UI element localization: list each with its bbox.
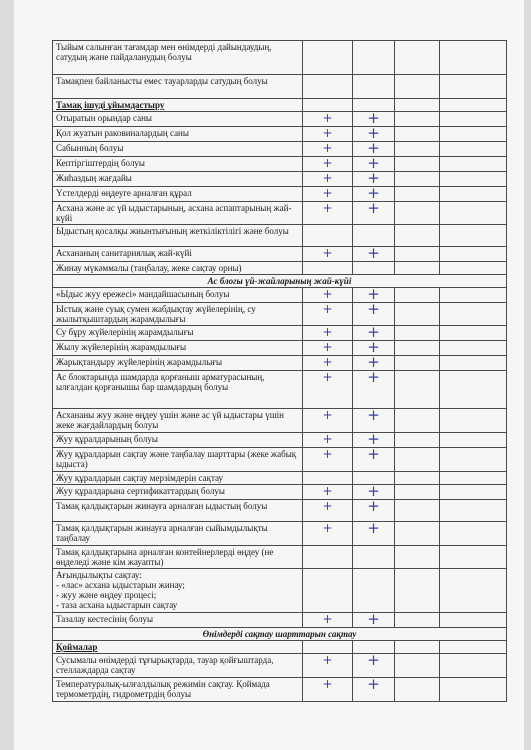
handwritten-plus-mark: + <box>367 408 380 424</box>
handwritten-plus-mark: + <box>367 355 380 371</box>
mark-cell <box>303 41 353 75</box>
mark-cell <box>395 41 440 75</box>
mark-cell <box>395 546 440 569</box>
section-title: Өнімдерді сақтау шарттарын сақтау <box>53 628 507 641</box>
subsection-header-row <box>53 641 507 654</box>
subsection-title: Тамақ ішуді ұйымдастыру <box>53 99 303 112</box>
handwritten-plus-mark: + <box>367 186 380 202</box>
criterion-label: Үстелдерді өңдеуге арналған құрал <box>53 187 303 202</box>
criterion-label: Тазалау кестесінің болуы <box>53 613 303 628</box>
mark-cell <box>440 247 507 262</box>
checklist-row <box>53 112 507 127</box>
criterion-label: Ыстық және суық сумен жабдықтау жүйелерінің, су жылытқыштардың жарамдылығы <box>53 303 303 326</box>
mark-cell <box>395 75 440 99</box>
mark-cell <box>395 187 440 202</box>
handwritten-plus-mark: + <box>322 370 333 384</box>
handwritten-plus-mark: + <box>367 432 380 448</box>
checklist-row <box>53 172 507 187</box>
handwritten-plus-mark: + <box>322 186 333 200</box>
mark-cell <box>353 485 395 500</box>
criterion-label: Асхананы жуу және өңдеу үшін және ас үй ыдыстары үшін жеке жағдайлардың болуы <box>53 409 303 433</box>
mark-cell <box>353 569 395 613</box>
checklist-row <box>53 569 507 613</box>
mark-cell <box>303 546 353 569</box>
mark-cell <box>353 409 395 433</box>
mark-cell <box>353 225 395 247</box>
mark-cell <box>395 112 440 127</box>
handwritten-plus-mark: + <box>322 302 333 316</box>
section-title: Ас блогы үй-жайларының жай-күйі <box>53 275 507 288</box>
mark-cell <box>440 654 507 678</box>
mark-cell <box>440 202 507 225</box>
handwritten-plus-mark: + <box>322 126 333 140</box>
handwritten-plus-mark: + <box>367 325 380 341</box>
criterion-label: Жуу құралдарын сақтау мерзімдерін сақтау <box>53 472 303 485</box>
mark-cell <box>353 371 395 409</box>
checklist-row <box>53 500 507 522</box>
checklist-row <box>53 448 507 472</box>
mark-cell <box>395 433 440 448</box>
mark-cell <box>440 157 507 172</box>
checklist-row <box>53 522 507 546</box>
mark-cell <box>395 202 440 225</box>
mark-cell <box>395 613 440 628</box>
mark-cell <box>395 326 440 341</box>
mark-cell <box>440 500 507 522</box>
mark-cell <box>303 371 353 409</box>
mark-cell <box>303 678 353 702</box>
mark-cell <box>303 485 353 500</box>
mark-cell <box>440 127 507 142</box>
criterion-label: Тамақ қалдықтарына арналған контейнерлерді өңдеу (не өңделеді және кім жауапты) <box>53 546 303 569</box>
mark-cell <box>303 157 353 172</box>
mark-cell <box>395 127 440 142</box>
mark-cell <box>440 326 507 341</box>
mark-cell <box>440 371 507 409</box>
document-page <box>14 0 524 750</box>
mark-cell <box>303 75 353 99</box>
mark-cell <box>303 99 353 112</box>
mark-cell <box>353 654 395 678</box>
mark-cell <box>395 485 440 500</box>
mark-cell <box>303 142 353 157</box>
criterion-label: Кептіргіштердің болуы <box>53 157 303 172</box>
mark-cell <box>353 112 395 127</box>
mark-cell <box>395 247 440 262</box>
mark-cell <box>353 75 395 99</box>
mark-cell <box>440 641 507 654</box>
mark-cell <box>353 187 395 202</box>
mark-cell <box>395 472 440 485</box>
mark-cell <box>303 172 353 187</box>
mark-cell <box>440 41 507 75</box>
handwritten-plus-mark: + <box>322 287 333 301</box>
handwritten-plus-mark: + <box>367 302 380 318</box>
checklist-row <box>53 41 507 75</box>
handwritten-plus-mark: + <box>322 612 333 626</box>
checklist-row <box>53 546 507 569</box>
mark-cell <box>440 569 507 613</box>
mark-cell <box>395 500 440 522</box>
mark-cell <box>303 409 353 433</box>
mark-cell <box>303 112 353 127</box>
handwritten-plus-mark: + <box>367 287 380 303</box>
mark-cell <box>395 172 440 187</box>
mark-cell <box>353 448 395 472</box>
handwritten-plus-mark: + <box>367 612 380 628</box>
criterion-label: Жиһаздың жағдайы <box>53 172 303 187</box>
mark-cell <box>395 678 440 702</box>
mark-cell <box>440 613 507 628</box>
mark-cell <box>440 341 507 356</box>
handwritten-plus-mark: + <box>322 141 333 155</box>
handwritten-plus-mark: + <box>322 156 333 170</box>
mark-cell <box>395 654 440 678</box>
checklist-row <box>53 654 507 678</box>
handwritten-plus-mark: + <box>322 355 333 369</box>
mark-cell <box>353 356 395 371</box>
criterion-label: Жинау мүкәммалы (таңбалау, жеке сақтау орны) <box>53 262 303 275</box>
mark-cell <box>303 356 353 371</box>
handwritten-plus-mark: + <box>367 653 380 669</box>
handwritten-plus-mark: + <box>367 370 380 386</box>
mark-cell <box>440 472 507 485</box>
mark-cell <box>440 448 507 472</box>
handwritten-plus-mark: + <box>322 340 333 354</box>
handwritten-plus-mark: + <box>322 653 333 667</box>
mark-cell <box>395 641 440 654</box>
checklist-row <box>53 433 507 448</box>
checklist-row <box>53 187 507 202</box>
handwritten-plus-mark: + <box>322 677 333 691</box>
handwritten-plus-mark: + <box>322 325 333 339</box>
mark-cell <box>440 99 507 112</box>
handwritten-plus-mark: + <box>322 111 333 125</box>
checklist-row <box>53 142 507 157</box>
mark-cell <box>395 569 440 613</box>
criterion-label: Қол жуатын раковиналардың саны <box>53 127 303 142</box>
mark-cell <box>353 341 395 356</box>
handwritten-plus-mark: + <box>367 484 380 500</box>
checklist-row <box>53 247 507 262</box>
mark-cell <box>440 678 507 702</box>
mark-cell <box>303 654 353 678</box>
mark-cell <box>303 569 353 613</box>
handwritten-plus-mark: + <box>322 432 333 446</box>
mark-cell <box>303 613 353 628</box>
mark-cell <box>303 341 353 356</box>
handwritten-plus-mark: + <box>367 171 380 187</box>
checklist-row <box>53 262 507 275</box>
handwritten-plus-mark: + <box>367 111 380 127</box>
handwritten-plus-mark: + <box>322 499 333 513</box>
checklist-row <box>53 288 507 303</box>
section-header-row <box>53 275 507 288</box>
mark-cell <box>353 433 395 448</box>
subsection-title: Қоймалар <box>53 641 303 654</box>
mark-cell <box>440 75 507 99</box>
mark-cell <box>440 546 507 569</box>
handwritten-plus-mark: + <box>367 447 380 463</box>
checklist-row <box>53 157 507 172</box>
mark-cell <box>303 448 353 472</box>
mark-cell <box>353 613 395 628</box>
mark-cell <box>395 341 440 356</box>
criterion-label: Су бұру жүйелерінің жарамдылығы <box>53 326 303 341</box>
handwritten-plus-mark: + <box>367 201 380 217</box>
criterion-label: Жуу құралдарын сақтау және таңбалау шарттары (жеке жабық ыдыста) <box>53 448 303 472</box>
mark-cell <box>440 172 507 187</box>
mark-cell <box>395 157 440 172</box>
checklist-row <box>53 371 507 409</box>
mark-cell <box>353 678 395 702</box>
checklist-row <box>53 356 507 371</box>
mark-cell <box>353 202 395 225</box>
mark-cell <box>353 99 395 112</box>
checklist-row <box>53 409 507 433</box>
mark-cell <box>303 225 353 247</box>
handwritten-plus-mark: + <box>367 340 380 356</box>
handwritten-plus-mark: + <box>367 156 380 172</box>
checklist-row <box>53 225 507 247</box>
mark-cell <box>353 288 395 303</box>
mark-cell <box>395 448 440 472</box>
mark-cell <box>440 142 507 157</box>
criterion-label: Асхана және ас үй ыдыстарының, асхана аспаптарының жай-күйі <box>53 202 303 225</box>
mark-cell <box>395 409 440 433</box>
mark-cell <box>440 303 507 326</box>
mark-cell <box>440 522 507 546</box>
criterion-label: Асхананың санитариялық жай-күйі <box>53 247 303 262</box>
checklist-row <box>53 75 507 99</box>
checklist-row <box>53 341 507 356</box>
mark-cell <box>440 288 507 303</box>
criterion-label: Сабынның болуы <box>53 142 303 157</box>
criterion-label: Тыйым салынған тағамдар мен өнімдерді дайындаудың, сатудың және пайдаланудың болуы <box>53 41 303 75</box>
checklist-row <box>53 202 507 225</box>
section-header-row <box>53 628 507 641</box>
mark-cell <box>303 247 353 262</box>
mark-cell <box>353 172 395 187</box>
mark-cell <box>303 472 353 485</box>
mark-cell <box>440 356 507 371</box>
mark-cell <box>395 262 440 275</box>
mark-cell <box>395 371 440 409</box>
mark-cell <box>303 522 353 546</box>
criterion-label: Жылу жүйелерінің жарамдылығы <box>53 341 303 356</box>
criterion-label: Отыратын орындар саны <box>53 112 303 127</box>
mark-cell <box>395 142 440 157</box>
mark-cell <box>303 433 353 448</box>
mark-cell <box>395 99 440 112</box>
mark-cell <box>303 500 353 522</box>
handwritten-plus-mark: + <box>322 484 333 498</box>
handwritten-plus-mark: + <box>367 521 380 537</box>
mark-cell <box>303 288 353 303</box>
checklist-row <box>53 613 507 628</box>
checklist-row <box>53 303 507 326</box>
mark-cell <box>440 433 507 448</box>
checklist-row <box>53 127 507 142</box>
criterion-label: Сусымалы өнімдерді тұғырықтарда, тауар қойғыштарда, стеллаждарда сақтау <box>53 654 303 678</box>
mark-cell <box>353 303 395 326</box>
mark-cell <box>395 303 440 326</box>
criterion-label: Жарықтандыру жүйелерінің жарамдылығы <box>53 356 303 371</box>
handwritten-plus-mark: + <box>322 246 333 260</box>
handwritten-plus-mark: + <box>367 677 380 693</box>
mark-cell <box>440 485 507 500</box>
mark-cell <box>395 356 440 371</box>
mark-cell <box>353 326 395 341</box>
criterion-label: Тамақпен байланысты емес тауарларды сатудың болуы <box>53 75 303 99</box>
mark-cell <box>303 641 353 654</box>
handwritten-plus-mark: + <box>322 521 333 535</box>
checklist-row <box>53 326 507 341</box>
mark-cell <box>353 262 395 275</box>
mark-cell <box>353 472 395 485</box>
criterion-label: Жуу құралдарының болуы <box>53 433 303 448</box>
handwritten-plus-mark: + <box>367 499 380 515</box>
mark-cell <box>353 500 395 522</box>
mark-cell <box>395 522 440 546</box>
checklist-row <box>53 485 507 500</box>
criterion-label: Температуралық-ылғалдылық режимін сақтау. Қоймада термометрдің, гидрометрдің болуы <box>53 678 303 702</box>
mark-cell <box>440 262 507 275</box>
checklist-row <box>53 472 507 485</box>
mark-cell <box>303 202 353 225</box>
mark-cell <box>303 326 353 341</box>
criterion-label: Тамақ қалдықтарын жинауға арналған сыйымдылықты таңбалау <box>53 522 303 546</box>
mark-cell <box>353 41 395 75</box>
handwritten-plus-mark: + <box>322 201 333 215</box>
mark-cell <box>353 157 395 172</box>
mark-cell <box>353 142 395 157</box>
criterion-label: Жуу құралдарына сертификаттардың болуы <box>53 485 303 500</box>
mark-cell <box>440 112 507 127</box>
handwritten-plus-mark: + <box>322 408 333 422</box>
checklist-row <box>53 678 507 702</box>
handwritten-plus-mark: + <box>367 141 380 157</box>
mark-cell <box>303 127 353 142</box>
criterion-label: Тамақ қалдықтарын жинауға арналған ыдыстың болуы <box>53 500 303 522</box>
mark-cell <box>395 288 440 303</box>
mark-cell <box>440 187 507 202</box>
mark-cell <box>353 247 395 262</box>
mark-cell <box>353 522 395 546</box>
handwritten-plus-mark: + <box>322 171 333 185</box>
mark-cell <box>353 546 395 569</box>
mark-cell <box>353 641 395 654</box>
mark-cell <box>303 187 353 202</box>
handwritten-plus-mark: + <box>322 447 333 461</box>
criterion-label: Ағындылықты сақтау: - «лас» асхана ыдыстарын жинау; - жуу және өңдеу процесі; - таза асхана ыдыстарын сақтау <box>53 569 303 613</box>
handwritten-plus-mark: + <box>367 126 380 142</box>
mark-cell <box>440 225 507 247</box>
handwritten-plus-mark: + <box>367 246 380 262</box>
inspection-checklist-table <box>52 40 507 702</box>
criterion-label: Ыдыстың қосалқы жиынтығының жеткіліктілігі және болуы <box>53 225 303 247</box>
criterion-label: Ас блоктарында шамдарда қорғаныш арматурасының, ылғалдан қорғанышы бар шамдардың болуы <box>53 371 303 409</box>
mark-cell <box>303 262 353 275</box>
mark-cell <box>440 409 507 433</box>
subsection-header-row <box>53 99 507 112</box>
mark-cell <box>353 127 395 142</box>
mark-cell <box>303 303 353 326</box>
criterion-label: «Ыдыс жуу ережесі» мандайшасының болуы <box>53 288 303 303</box>
mark-cell <box>395 225 440 247</box>
